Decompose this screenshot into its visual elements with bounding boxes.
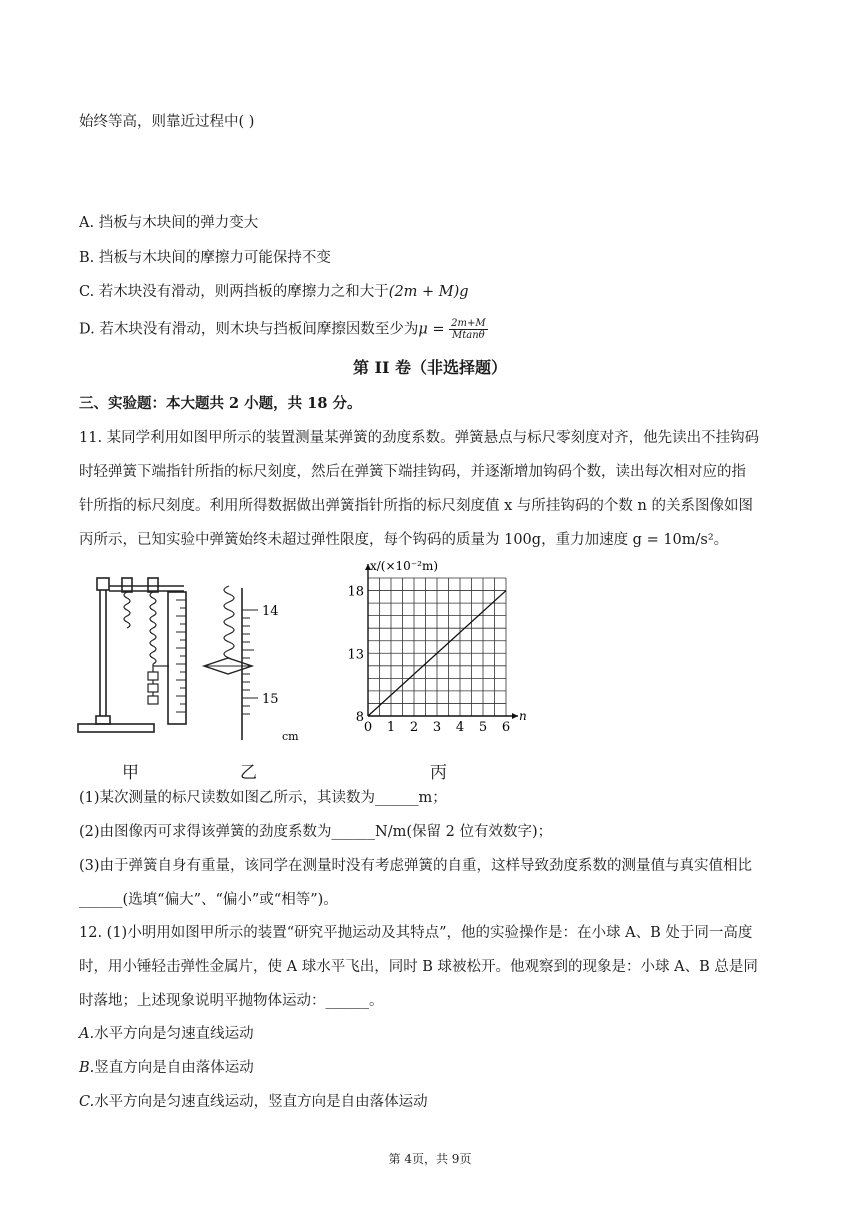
figure-bing-chart: [340, 556, 540, 748]
chart-ylabel: x/(×10⁻²m): [370, 559, 439, 573]
q12-line-3: 时落地；上述现象说明平抛物体运动：______。: [79, 993, 384, 1009]
stand-frame: [78, 578, 186, 732]
q12-line-2: 时，用小锤轻击弹性金属片，使 A 球水平飞出，同时 B 球被松开。他观察到的现象是：小球 A、B 总是同: [79, 959, 758, 975]
page-footer: 第 4页，共 9页: [388, 1152, 472, 1166]
figure-jia-apparatus: [72, 572, 192, 748]
figure-yi-ruler: [196, 580, 316, 752]
q11-sub-1: (1)某次测量的标尺读数如图乙所示，其读数为______m；: [79, 790, 447, 806]
chart-xlabel: n: [519, 709, 527, 723]
q11-sub-3: (3)由于弹簧自身有重量，该同学在测量时没有考虑弹簧的自重，这样导致劲度系数的测量值与真实值相比: [79, 858, 753, 874]
q12-option-c[interactable]: [79, 1092, 428, 1112]
option-text: 水平方向是匀速直线运动: [94, 1026, 254, 1042]
q11-line-2: 时轻弹簧下端指针所指的标尺刻度，然后在弹簧下端挂钩码，并逐渐增加钩码个数，读出每次相对应的指: [79, 464, 746, 480]
option-text: 若木块没有滑动，则木块与挡板间摩擦因数至少为: [99, 321, 419, 338]
q12-option-b[interactable]: [79, 1058, 254, 1078]
ruler-unit: cm: [282, 730, 299, 743]
x-tick-label: 4: [455, 720, 465, 735]
q10-option-b[interactable]: [79, 248, 331, 268]
option-letter: D.: [79, 321, 95, 338]
x-tick-label: 3: [432, 720, 442, 735]
fraction-denominator: Mtanθ: [452, 330, 485, 341]
figure-bing-label: 丙: [430, 763, 447, 783]
q12-option-a[interactable]: [79, 1024, 254, 1044]
section3-heading: 三、实验题：本大题共 2 小题，共 18 分。: [79, 395, 362, 412]
spring-coil: [224, 586, 234, 666]
section-title: 第 II 卷（非选择题）: [352, 358, 508, 377]
x-tick-label: 0: [363, 720, 373, 735]
chart-axes: [365, 564, 518, 719]
x-tick-label: 1: [386, 720, 396, 735]
q10-option-c[interactable]: [79, 282, 469, 302]
option-letter: C.: [79, 284, 95, 300]
q10-option-d[interactable]: [79, 318, 488, 341]
option-text: 竖直方向是自由落体运动: [94, 1060, 254, 1076]
option-letter: C.: [79, 1094, 95, 1110]
option-math: (2m + M)g: [388, 284, 469, 300]
x-tick-label: 2: [409, 720, 419, 735]
chart-grid: [368, 578, 506, 716]
fraction: [449, 318, 487, 341]
figure-jia-label: 甲: [122, 763, 139, 783]
ruler-tick-15: 15: [262, 692, 279, 707]
option-text: 若木块没有滑动，则两挡板的摩擦力之和大于: [98, 284, 389, 300]
option-letter: A.: [79, 215, 95, 231]
option-letter: A.: [79, 1026, 95, 1042]
q11-sub-2: (2)由图像丙可求得该弹簧的劲度系数为______N/m(保留 2 位有效数字)；: [79, 824, 553, 840]
q11-line-4: 丙所示，已知实验中弹簧始终未超过弹性限度，每个钩码的质量为 100g，重力加速度 g = 10m/s²。: [79, 532, 729, 548]
option-letter: B.: [79, 250, 95, 266]
option-letter: B.: [79, 1060, 95, 1076]
ruler-tick-14: 14: [262, 604, 279, 619]
option-text: 挡板与木块间的弹力变大: [98, 215, 259, 231]
option-text: 水平方向是匀速直线运动，竖直方向是自由落体运动: [94, 1094, 428, 1110]
option-text: 挡板与木块间的摩擦力可能保持不变: [98, 250, 331, 266]
scale-ticks: [176, 600, 186, 712]
y-tick-label: 13: [347, 647, 364, 663]
q12-line-1: 12. (1)小明用如图甲所示的装置“研究平抛运动及其特点”，他的实验操作是：在小球 A、B 处于同一高度: [79, 925, 753, 941]
q11-sub-3-cont: ______(选填“偏大”、“偏小”或“相等”)。: [79, 892, 338, 908]
figure-yi-label: 乙: [240, 763, 257, 783]
y-tick-label: 18: [347, 584, 364, 600]
x-axis-arrow: [512, 713, 518, 719]
fraction-numerator: 2m+M: [451, 318, 486, 329]
x-tick-label: 5: [478, 720, 488, 735]
ruler-ticks: [242, 610, 258, 714]
spring-left: [124, 592, 130, 628]
q10-tail: 始终等高，则靠近过程中( ): [79, 114, 255, 130]
option-math-prefix: μ =: [418, 321, 450, 338]
q11-line-1: 11. 某同学利用如图甲所示的装置测量某弹簧的劲度系数。弹簧悬点与标尺零刻度对齐，他先读出不挂钩码: [79, 430, 760, 446]
q11-line-3: 针所指的标尺刻度。利用所得数据做出弹簧指针所指的标尺刻度值 x 与所挂钩码的个数 n 的关系图像如图: [79, 498, 753, 514]
x-tick-label: 6: [501, 720, 511, 735]
y-tick-label: 8: [355, 710, 364, 725]
q10-option-a[interactable]: [79, 213, 258, 233]
spring-right: [148, 592, 169, 704]
